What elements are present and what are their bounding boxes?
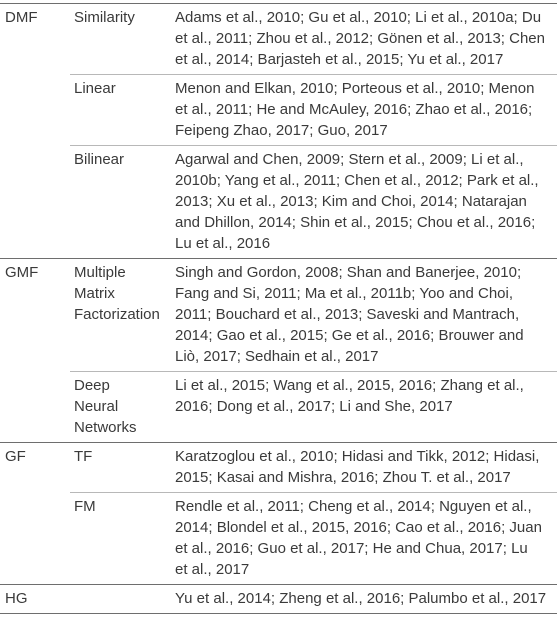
reference-line: 2011; Bouchard et al., 2013; Saveski and Mantrach, <box>175 306 520 323</box>
reference-line: et al., 2017 <box>175 561 250 578</box>
reference-line: Feipeng Zhao, 2017; Guo, 2017 <box>175 122 388 139</box>
subcategory-line: Deep <box>74 377 110 394</box>
subcategory-line: Factorization <box>74 306 160 323</box>
group-divider <box>0 442 557 443</box>
reference-line: Rendle et al., 2011; Cheng et al., 2014; Nguyen et al., <box>175 498 532 515</box>
reference-line: Menon and Elkan, 2010; Porteous et al., 2010; Menon <box>175 80 535 97</box>
subcategory-line: Multiple <box>74 264 126 281</box>
reference-line: Adams et al., 2010; Gu et al., 2010; Li et al., 2010a; Du <box>175 9 542 26</box>
references-cell <box>175 496 553 580</box>
subcategory-label <box>74 149 166 170</box>
reference-line: 2013; Xu et al., 2013; Kim and Choi, 2014; Natarajan <box>175 193 527 210</box>
subcategory-line: Networks <box>74 419 137 436</box>
reference-line: Singh and Gordon, 2008; Shan and Banerjee, 2010; <box>175 264 522 281</box>
subcategory-line: Linear <box>74 80 116 97</box>
subcategory-label <box>74 7 166 28</box>
references-cell <box>175 262 553 367</box>
row-divider <box>70 371 557 372</box>
row-divider <box>70 145 557 146</box>
subcategory-line: TF <box>74 448 93 465</box>
group-divider <box>0 258 557 259</box>
references-cell <box>175 588 553 609</box>
reference-line: et al., 2011; He and McAuley, 2016; Zhao et al., 2016; <box>175 101 533 118</box>
reference-line: 2014; Gao et al., 2015; Ge et al., 2016; Brouwer and <box>175 327 524 344</box>
subcategory-label <box>74 262 166 325</box>
reference-line: et al., 2011; Zhou et al., 2012; Gönen et al., 2013; Chen <box>175 30 545 47</box>
group-divider <box>0 3 557 4</box>
references-cell <box>175 375 553 417</box>
subcategory-line: Matrix <box>74 285 115 302</box>
reference-line: 2010b; Yang et al., 2011; Chen et al., 2012; Park et al., <box>175 172 539 189</box>
category-label: GMF <box>5 264 39 281</box>
table-bottom-rule <box>0 613 557 614</box>
group-divider <box>0 584 557 585</box>
category-label: GF <box>5 448 26 465</box>
row-divider <box>70 74 557 75</box>
subcategory-line: Bilinear <box>74 151 125 168</box>
reference-line: et al., 2016; Guo et al., 2017; He and Chua, 2017; Lu <box>175 540 528 557</box>
category-label: DMF <box>5 9 38 26</box>
reference-line: 2015; Kasai and Mishra, 2016; Zhou T. et al., 2017 <box>175 469 511 486</box>
reference-line: Karatzoglou et al., 2010; Hidasi and Tikk, 2012; Hidasi, <box>175 448 540 465</box>
subcategory-label <box>74 496 166 517</box>
reference-line: Liò, 2017; Sedhain et al., 2017 <box>175 348 379 365</box>
reference-line: 2016; Dong et al., 2017; Li and She, 2017 <box>175 398 453 415</box>
references-cell <box>175 149 553 254</box>
reference-line: 2014; Blondel et al., 2015, 2016; Cao et al., 2016; Juan <box>175 519 542 536</box>
references-cell <box>175 446 553 488</box>
subcategory-label <box>74 446 166 467</box>
reference-line: Agarwal and Chen, 2009; Stern et al., 2009; Li et al., <box>175 151 524 168</box>
subcategory-label <box>74 375 166 438</box>
reference-line: et al., 2014; Barjasteh et al., 2015; Yu et al., 2017 <box>175 51 504 68</box>
reference-line: Yu et al., 2014; Zheng et al., 2016; Palumbo et al., 2017 <box>175 590 547 607</box>
category-label: HG <box>5 590 28 607</box>
reference-line: Li et al., 2015; Wang et al., 2015, 2016; Zhang et al., <box>175 377 524 394</box>
row-divider <box>70 492 557 493</box>
subcategory-label <box>74 78 166 99</box>
references-cell <box>175 78 553 141</box>
reference-line: and Dhillon, 2014; Shin et al., 2015; Chou et al., 2016; <box>175 214 536 231</box>
reference-line: Fang and Si, 2011; Ma et al., 2011b; Yoo and Choi, <box>175 285 514 302</box>
subcategory-line: FM <box>74 498 96 515</box>
subcategory-line: Neural <box>74 398 119 415</box>
reference-line: Lu et al., 2016 <box>175 235 271 252</box>
references-cell <box>175 7 553 70</box>
subcategory-line: Similarity <box>74 9 135 26</box>
